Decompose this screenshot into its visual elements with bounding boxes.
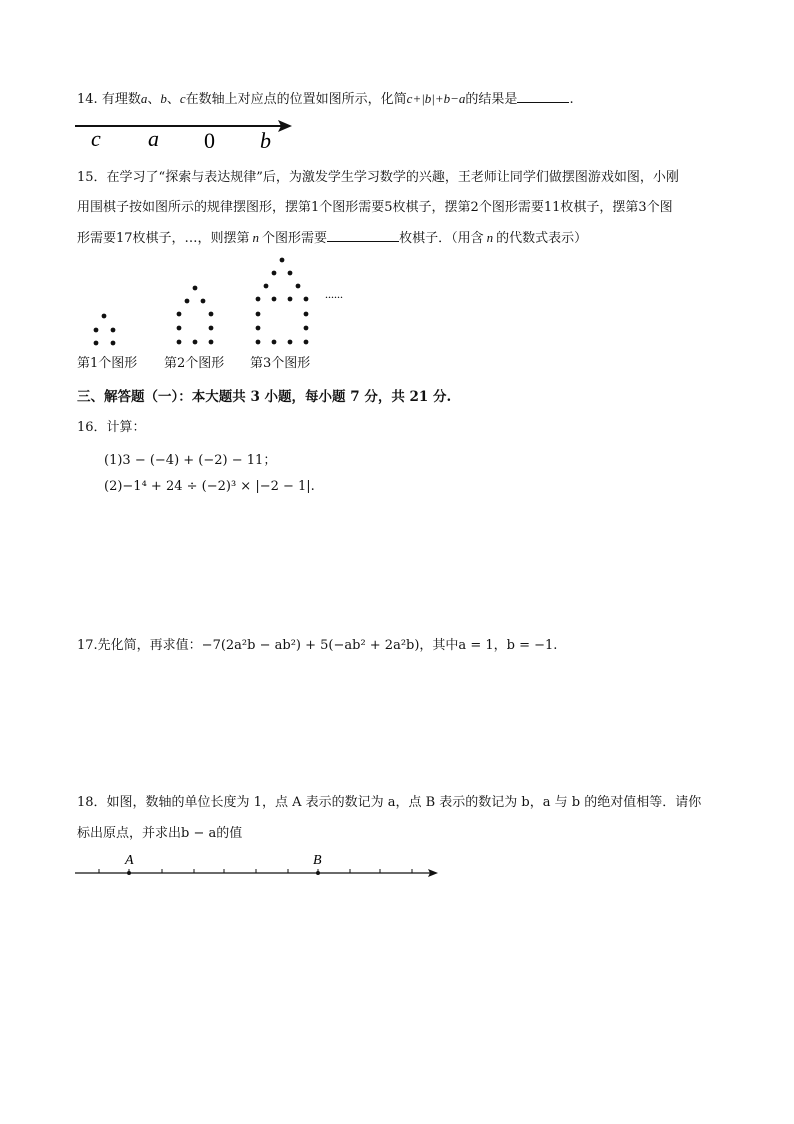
q15-ellipsis: ...... — [325, 287, 343, 301]
q16-part1: (1)3 − (−4) + (−2) − 11； — [104, 453, 277, 468]
q14-expression: c+|b|+b−a — [406, 91, 466, 106]
q16-title: 16．计算： — [77, 420, 146, 435]
q14-end: . — [569, 92, 574, 107]
q15-line3-d: 的代数式表示） — [496, 231, 588, 246]
q15-figure2-dots — [177, 286, 214, 345]
q14-number: 14. — [77, 92, 98, 107]
q14-axis-label-c: c — [91, 126, 101, 151]
q14-axis-label-a: a — [148, 126, 159, 151]
q14-var-b: b — [160, 91, 167, 106]
q14-var-c: c — [179, 91, 186, 106]
q14-var-a: a — [140, 91, 148, 106]
q18-point-B — [316, 871, 320, 875]
q15-answer-blank[interactable] — [327, 229, 399, 242]
q14-text-after: 的结果是 — [465, 92, 518, 107]
q14-text-before: 有理数 — [101, 92, 141, 107]
q14-sep2: 、 — [166, 92, 180, 107]
q14-text-mid: 在数轴上对应点的位置如图所示，化简 — [185, 92, 407, 107]
q15-var-n2: n — [486, 230, 494, 245]
q14-text — [77, 88, 574, 107]
q15-dot-figures — [70, 250, 390, 350]
q15-line2: 用围棋子按如图所示的规律摆图形，摆第1个图形需要5枚棋子，摆第2个图形需要11枚棋子，摆第3个图 — [77, 200, 673, 215]
q18-number-line[interactable] — [72, 848, 444, 888]
q17-text: 17.先化简，再求值：−7(2a²b − ab²) + 5(−ab² + 2a²b)，其中a = 1，b = −1. — [77, 638, 558, 653]
q18-label-A: A — [125, 853, 134, 868]
q15-line3-c: 枚棋子．（用含 — [399, 231, 484, 246]
q18-line2: 标出原点，并求出b − a的值 — [77, 826, 243, 841]
q18-point-A — [127, 871, 131, 875]
q15-var-n: n — [252, 230, 260, 245]
section3-title: 三、解答题（一）：本大题共 3 小题，每小题 7 分，共 21 分. — [77, 389, 452, 405]
q16-part2: (2)−1⁴ + 24 ÷ (−2)³ × |−2 − 1|. — [104, 479, 315, 494]
q15-figure3-dots — [256, 258, 309, 345]
q18-line1: 18．如图，数轴的单位长度为 1，点 A 表示的数记为 a，点 B 表示的数记为 b，a 与 b 的绝对值相等．请你 — [77, 795, 702, 810]
q14-sep1: 、 — [147, 92, 161, 107]
q15-figure2-label: 第2个图形 — [164, 356, 225, 371]
q15-figure1-dots — [94, 314, 116, 346]
q14-number-line — [72, 112, 302, 152]
q14-answer-blank[interactable] — [517, 90, 569, 103]
q15-figure1-label: 第1个图形 — [77, 356, 138, 371]
q15-figure3-label: 第3个图形 — [250, 356, 311, 371]
q15-line3-a: 形需要17枚棋子，…，则摆第 — [77, 231, 250, 246]
q15-line1: 15．在学习了“探索与表达规律”后，为激发学生学习数学的兴趣，王老师让同学们做摆图游戏如图，小刚 — [77, 170, 679, 185]
q14-axis-label-0: 0 — [204, 128, 215, 152]
q18-label-B: B — [313, 853, 322, 868]
q15-line3-b: 个图形需要 — [262, 231, 328, 246]
q15-line3 — [77, 227, 587, 246]
q14-axis-label-b: b — [260, 128, 271, 152]
